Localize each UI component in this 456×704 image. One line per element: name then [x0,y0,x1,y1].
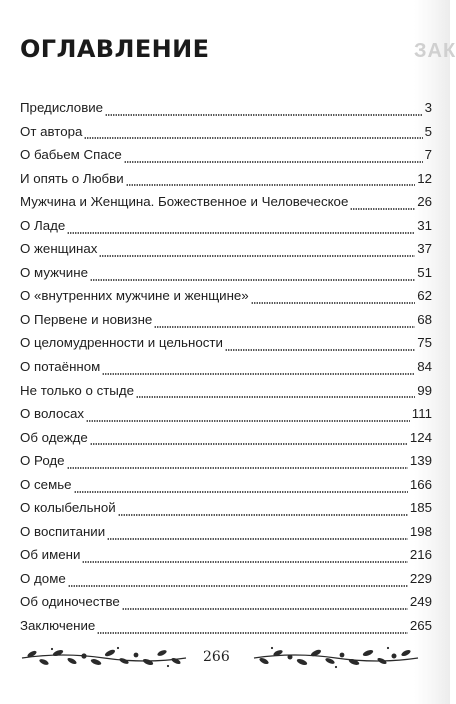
dot-leader [126,184,416,186]
toc-entry-title: Об одежде [20,429,88,445]
toc-page-number: 31 [417,217,432,233]
toc-entry-title: О семье [20,476,72,492]
toc-entry-title: О Ладе [20,217,66,233]
toc-entry-title: О колыбельной [20,500,116,516]
toc-entry-title: Не только о стыде [20,382,135,398]
toc-page-number: 37 [417,241,432,257]
dot-leader [99,255,415,257]
dot-leader [154,326,415,328]
floral-ornament-left [18,645,190,669]
toc-row[interactable] [20,405,432,429]
toc-row[interactable] [20,358,432,382]
toc-row[interactable] [20,546,432,570]
dot-leader [82,561,407,563]
toc-row[interactable] [20,429,432,453]
toc-entry-title: О «внутренних мужчине и женщине» [20,288,249,304]
toc-row[interactable] [20,382,432,406]
dot-leader [86,420,410,422]
toc-row[interactable] [20,99,432,123]
toc-page-number: 51 [417,264,432,280]
dot-leader [122,608,408,610]
page-title: ОГЛАВЛЕНИЕ [20,35,210,63]
toc-entry-title: О Роде [20,453,65,469]
toc-page-number: 7 [424,147,432,163]
dot-leader [107,538,408,540]
toc-row[interactable] [20,334,432,358]
dot-leader [102,373,415,375]
dot-leader [67,467,408,469]
dot-leader [90,443,408,445]
toc-page-number: 111 [411,406,432,422]
toc-page-number: 68 [417,311,432,327]
toc-page-number: 84 [417,359,432,375]
toc-entry-title: О женщинах [20,241,98,257]
toc-row[interactable] [20,499,432,523]
dot-leader [105,114,423,116]
toc-page-number: 26 [417,194,432,210]
dot-leader [97,632,407,634]
dot-leader [84,137,422,139]
dot-leader [118,514,408,516]
toc-entry-title: Мужчина и Женщина. Божественное и Человеческое [20,194,349,210]
toc-page-number: 3 [424,100,432,115]
toc-entry-title: О мужчине [20,264,88,280]
dot-leader [74,491,408,493]
toc-row[interactable] [20,452,432,476]
toc-page-number: 99 [417,382,432,398]
toc-page-number: 216 [409,547,432,563]
toc-row[interactable] [20,193,432,217]
toc-row[interactable] [20,617,432,641]
toc-entry-title: О волосах [20,406,85,422]
dot-leader [67,232,415,234]
toc-page-number: 198 [409,523,432,539]
toc-page-number: 62 [417,288,432,304]
dot-leader [251,302,416,304]
next-page-ghost-title: ЗАК [414,40,456,62]
toc-entry-title: О доме [20,570,66,586]
toc-row[interactable] [20,240,432,264]
toc-row[interactable] [20,593,432,617]
toc-row[interactable] [20,311,432,335]
dot-leader [225,349,415,351]
toc-entry-title: О воспитании [20,523,106,539]
toc-row[interactable] [20,570,432,594]
toc-page-number: 185 [409,500,432,516]
toc-page-number: 5 [424,123,432,139]
toc-page-number: 12 [417,170,432,186]
toc-page-number: 265 [409,618,432,634]
toc-entry-title: От автора [20,123,83,139]
toc-entry-title: О бабьем Спасе [20,147,122,163]
toc-row[interactable] [20,123,432,147]
dot-leader [68,585,408,587]
toc-entry-title: Заключение [20,618,96,634]
dot-leader [136,396,415,398]
toc-row[interactable] [20,217,432,241]
toc-row[interactable] [20,170,432,194]
toc-row[interactable] [20,523,432,547]
toc-row[interactable] [20,146,432,170]
dot-leader [90,279,415,281]
dot-leader [350,208,415,210]
toc-row[interactable] [20,287,432,311]
toc-entry-title: О Первене и новизне [20,311,153,327]
toc-entry-title: О потаённом [20,359,101,375]
toc-page-number: 166 [409,476,432,492]
toc-page-number: 124 [409,429,432,445]
floral-ornament-right [250,645,422,669]
dot-leader [124,161,423,163]
table-of-contents [20,99,432,641]
toc-page-number: 139 [409,453,432,469]
toc-page-number: 229 [409,570,432,586]
toc-entry-title: И опять о Любви [20,170,124,186]
toc-page-number: 249 [409,594,432,610]
toc-row[interactable] [20,476,432,500]
toc-page-number: 75 [417,335,432,351]
toc-entry-title: Предисловие [20,100,104,115]
toc-entry-title: О целомудренности и цельности [20,335,223,351]
toc-entry-title: Об одиночестве [20,594,120,610]
page-number: 266 [203,649,230,665]
toc-entry-title: Об имени [20,547,81,563]
toc-row[interactable] [20,264,432,288]
